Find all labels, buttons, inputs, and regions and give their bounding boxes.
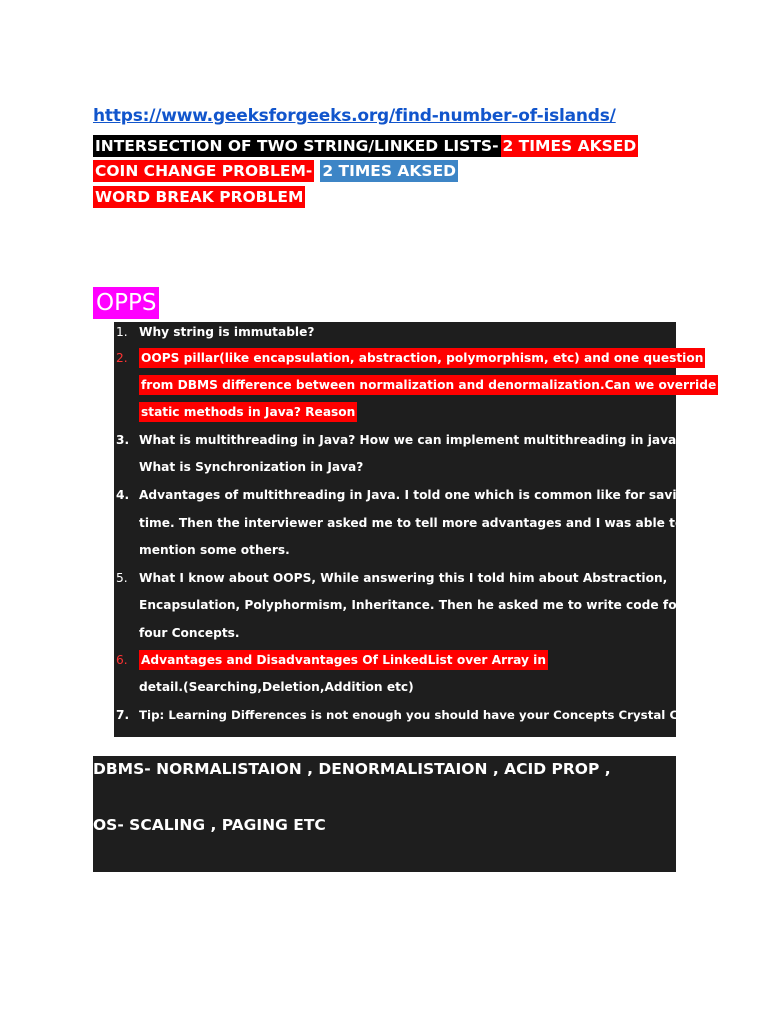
highlight-line-word-break	[93, 186, 305, 208]
item-text: Encapsulation, Polyphormism, Inheritance. Then he asked me to write code for these	[139, 598, 726, 612]
item-text: What I know about OOPS, While answering this I told him about Abstraction,	[139, 571, 668, 585]
opps-heading: OPPS	[93, 287, 159, 319]
questions-list	[114, 322, 726, 737]
item-number: 5.	[116, 571, 128, 585]
coin-change-label: COIN CHANGE PROBLEM-	[95, 162, 313, 180]
item-text: static methods in Java? Reason	[139, 402, 357, 422]
highlight-line-intersection	[93, 135, 638, 157]
item-text: OOPS pillar(like encapsulation, abstraction, polymorphism, etc) and one question	[139, 348, 705, 368]
item-text: Why string is immutable?	[139, 325, 315, 339]
item-text: detail.(Searching,Deletion,Addition etc)	[139, 680, 414, 694]
times-asked-badge-1: 2 TIMES AKSED	[502, 137, 637, 155]
word-break-label: WORD BREAK PROBLEM	[95, 188, 304, 206]
intersection-label: INTERSECTION OF TWO STRING/LINKED LISTS-	[95, 137, 499, 155]
times-asked-badge-2: 2 TIMES AKSED	[322, 162, 457, 180]
dbms-os-box	[93, 756, 676, 872]
item-text: Advantages and Disadvantages Of LinkedList over Array in	[139, 650, 548, 670]
item-number: 6.	[116, 653, 128, 667]
item-text: four Concepts.	[139, 626, 240, 640]
os-topics: OS- SCALING , PAGING ETC	[93, 816, 326, 834]
item-text: time. Then the interviewer asked me to tell more advantages and I was able to	[139, 516, 684, 530]
item-text: from DBMS difference between normalization and denormalization.Can we override	[139, 375, 718, 395]
item-text: What is multithreading in Java? How we can implement multithreading in java?	[139, 433, 684, 447]
item-number: 4.	[116, 488, 130, 502]
item-text: What is Synchronization in Java?	[139, 460, 364, 474]
item-number: 7.	[116, 708, 130, 722]
item-number: 2.	[116, 351, 128, 365]
item-number: 1.	[116, 325, 128, 339]
item-text: Tip: Learning Differences is not enough you should have your Concepts Crystal Clear.	[139, 708, 707, 722]
geeksforgeeks-link[interactable]: https://www.geeksforgeeks.org/find-number-of-islands/	[93, 106, 616, 126]
highlight-line-coin-change	[93, 160, 458, 182]
item-text: mention some others.	[139, 543, 290, 557]
item-number: 3.	[116, 433, 130, 447]
item-text: Advantages of multithreading in Java. I told one which is common like for saving	[139, 488, 694, 502]
dbms-topics: DBMS- NORMALISTAION , DENORMALISTAION , ACID PROP ,	[93, 760, 611, 778]
